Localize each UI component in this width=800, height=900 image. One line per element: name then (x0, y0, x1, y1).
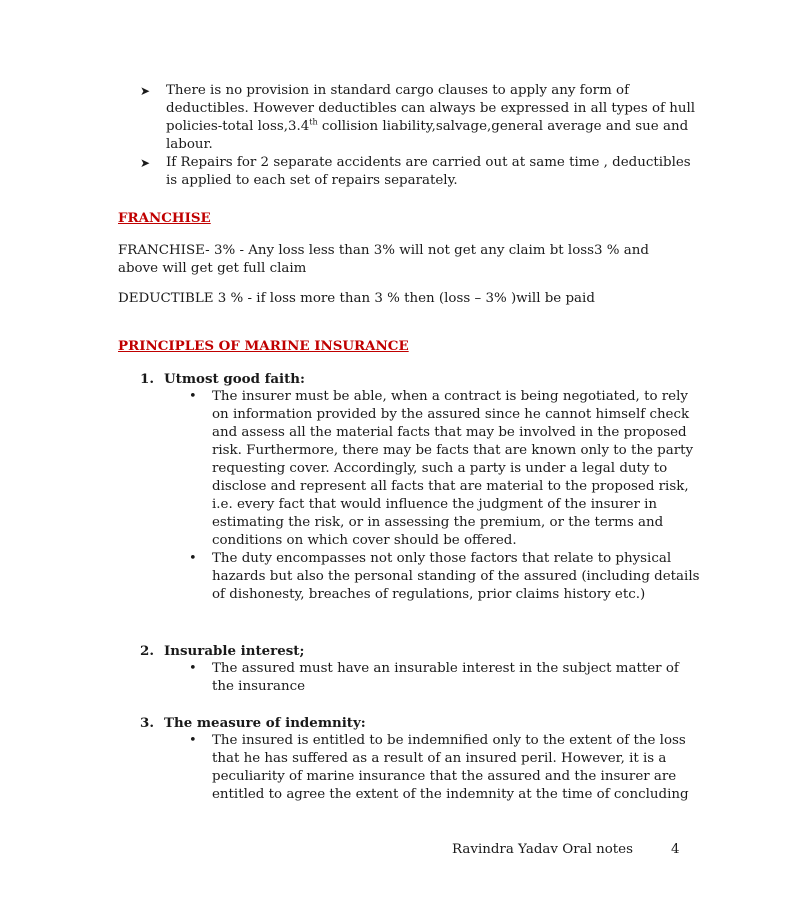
bullet-list (187, 388, 700, 604)
section-number: 2. (140, 643, 154, 659)
bullet-list (187, 732, 700, 804)
franchise-paragraph: FRANCHISE- 3% - Any loss less than 3% will not get any claim bt loss3 % and above will get get full claim (118, 243, 649, 276)
bullet-item (187, 732, 700, 804)
bullet-list (187, 660, 700, 696)
bullet-text: The assured must have an insurable interest in the subject matter of the insurance (212, 661, 679, 694)
section-number: 3. (140, 715, 154, 731)
bullet-item (187, 388, 700, 550)
bullet-dot-icon: • (189, 389, 197, 404)
bullet-text: The insurer must be able, when a contract is being negotiated, to rely on information provided by the assured since he cannot himself check and assess all the material facts that may be involved in the proposed risk. Furthermore, there may be facts that are known only to the party requesting cover. Accordingly, such a party is under a legal duty to disclose and represent all facts that are material to the proposed risk, i.e. every fact that would influence the judgment of the insurer in estimating the risk, or in assessing the premium, or the terms and conditions on which cover should be offered. (212, 389, 694, 548)
section-title-text: Utmost good faith: (164, 371, 305, 387)
arrow-bullet-icon: ➤ (140, 156, 151, 170)
section-title-text: Insurable interest; (164, 643, 305, 659)
intro-bullet-text-cont: collision liability,salvage,general average and sue and labour. (166, 119, 689, 152)
intro-bullet (140, 154, 700, 190)
intro-bullet-list (140, 82, 700, 190)
arrow-bullet-icon: ➤ (140, 84, 151, 98)
bullet-dot-icon: • (189, 551, 197, 566)
bullet-item (187, 550, 700, 604)
section-title (140, 642, 700, 660)
page-footer (452, 842, 680, 857)
footer-author: Ravindra Yadav Oral notes (452, 842, 633, 857)
principle-section-3 (140, 714, 700, 804)
intro-bullet-text: There is no provision in standard cargo clauses to apply any form of deductibles. However deductibles can always be expressed in all types of hull policies-total loss,3.4 (166, 83, 696, 134)
section-title (140, 370, 700, 388)
section-title-text: The measure of indemnity: (164, 715, 366, 731)
principle-section-2 (140, 642, 700, 696)
intro-bullet-text: If Repairs for 2 separate accidents are carried out at same time , deductibles is applied to each set of repairs separately. (166, 155, 691, 188)
intro-bullet (140, 82, 700, 154)
principles-heading: PRINCIPLES OF MARINE INSURANCE (118, 338, 409, 354)
superscript: th (309, 117, 318, 127)
bullet-item (187, 660, 700, 696)
bullet-text: The duty encompasses not only those factors that relate to physical hazards but also the personal standing of the assured (including details of dishonesty, breaches of regulations, prior claims history etc.) (212, 551, 700, 602)
section-number: 1. (140, 371, 154, 387)
bullet-text: The insured is entitled to be indemnified only to the extent of the loss that he has suffered as a result of an insured peril. However, it is a peculiarity of marine insurance that the assured and the insurer are entitled to agree the extent of the indemnity at the time of concluding (212, 733, 689, 802)
franchise-heading: FRANCHISE (118, 210, 211, 226)
principle-section-1 (140, 370, 700, 604)
deductible-paragraph: DEDUCTIBLE 3 % - if loss more than 3 % then (loss – 3% )will be paid (118, 291, 595, 306)
bullet-dot-icon: • (189, 661, 197, 676)
bullet-dot-icon: • (189, 733, 197, 748)
section-title (140, 714, 700, 732)
page-number: 4 (670, 842, 680, 857)
